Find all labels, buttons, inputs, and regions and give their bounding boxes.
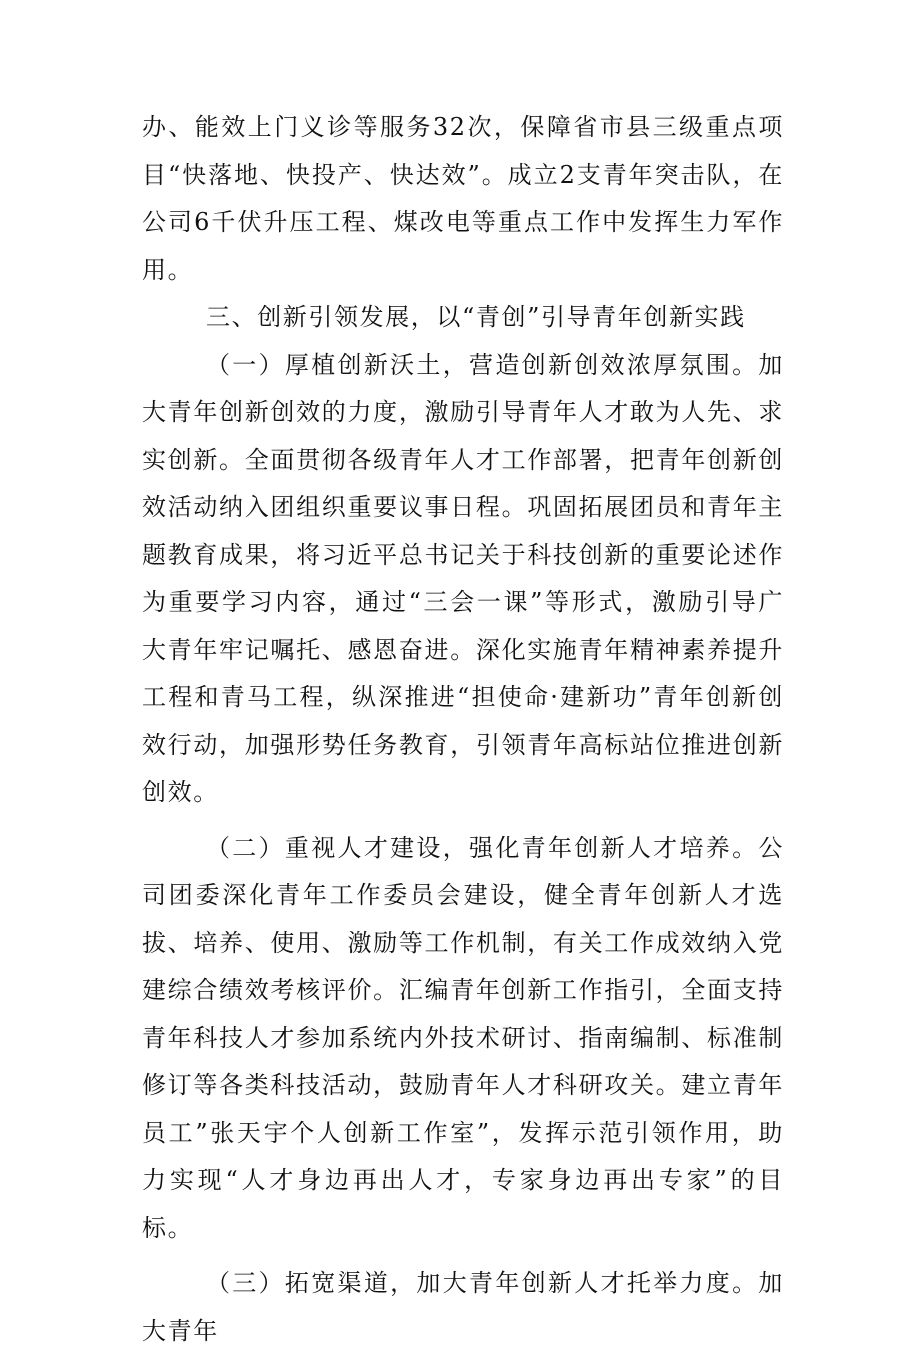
document-body [142, 104, 784, 1355]
paragraph-item-3: （三）拓宽渠道，加大青年创新人才托举力度。加大青年 [142, 1269, 784, 1345]
paragraph-spacer [142, 817, 784, 825]
paragraph-item-2: （二）重视人才建设，强化青年创新人才培养。公司团委深化青年工作委员会建设，健全青年创新人才选拔、培养、使用、激励等工作机制，有关工作成效纳入党建综合绩效考核评价。汇编青年创新工作指引，全面支持青年科技人才参加系统内外技术研讨、指南编制、标准制修订等各类科技活动，鼓励青年人才科研攻关。建立青年员工”张天宇个人创新工作室”，发挥示范引领作用，助力实现“人才身边再出人才，专家身边再出专家”的目标。 [142, 833, 784, 1242]
paragraph-item-1: （一）厚植创新沃土，营造创新创效浓厚氛围。加大青年创新创效的力度，激励引导青年人才敢为人先、求实创新。全面贯彻各级青年人才工作部署，把青年创新创效活动纳入团组织重要议事日程。巩固拓展团员和青年主题教育成果，将习近平总书记关于科技创新的重要论述作为重要学习内容，通过“三会一课”等形式，激励引导广大青年牢记嘱托、感恩奋进。深化实施青年精神素养提升工程和青马工程，纵深推进“担使命·建新功”青年创新创效行动，加强形势任务教育，引领青年高标站位推进创新创效。 [142, 350, 784, 806]
section-heading-3: 三、创新引领发展，以“青创”引导青年创新实践 [206, 303, 746, 331]
paragraph-continued: 办、能效上门义诊等服务32次，保障省市县三级重点项目“快落地、快投产、快达效”。成立2支青年突击队，在公司6千伏升压工程、煤改电等重点工作中发挥生力军作用。 [142, 113, 784, 284]
paragraph-spacer [142, 1252, 784, 1260]
